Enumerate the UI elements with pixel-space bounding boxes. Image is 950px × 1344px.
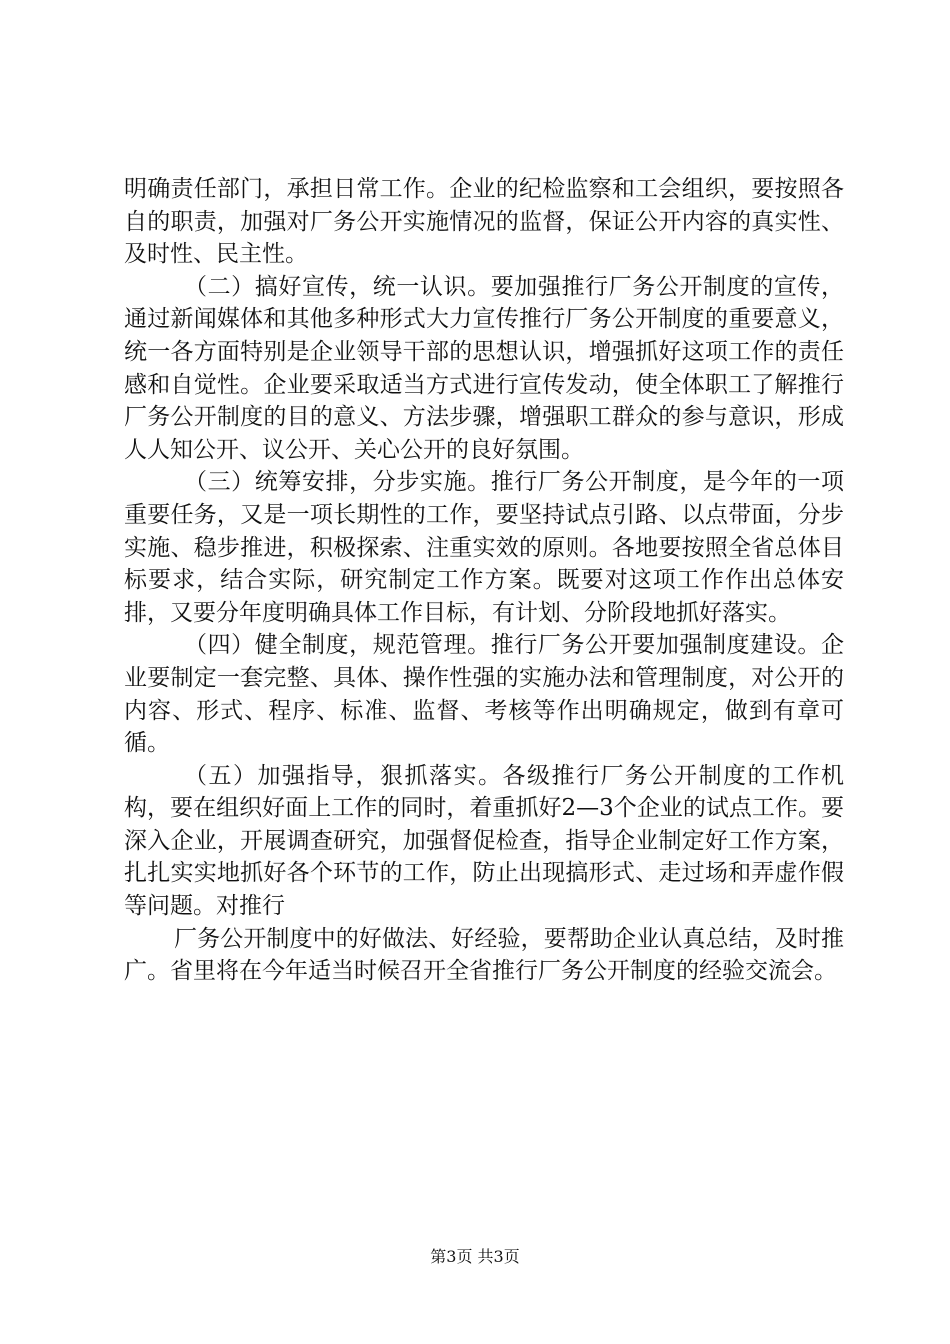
paragraph-section-3-planning: （三）统筹安排，分步实施。推行厂务公开制度，是今年的一项重要任务，又是一项长期性的工作，要坚持试点引路、以点带面，分步实施、稳步推进，积极探索、注重实效的原则。各地要按照全省总体目标要求，结合实际，研究制定工作方案。既要对这项工作作出总体安排，又要分年度明确具体工作目标，有计划、分阶段地抓好落实。 xyxy=(124,469,844,626)
document-body xyxy=(124,173,844,988)
paragraph-responsibility: 明确责任部门，承担日常工作。企业的纪检监察和工会组织，要按照各自的职责，加强对厂务公开实施情况的监督，保证公开内容的真实性、及时性、民主性。 xyxy=(124,176,844,268)
page-number-footer: 第3页 共3页 xyxy=(430,1247,520,1266)
paragraph-section-4-system: （四）健全制度，规范管理。推行厂务公开要加强制度建设。企业要制定一套完整、具体、操作性强的实施办法和管理制度，对公开的内容、形式、程序、标准、监督、考核等作出明确规定，做到有章可循。 xyxy=(124,632,844,757)
paragraph-summary: 厂务公开制度中的好做法、好经验，要帮助企业认真总结，及时推广。省里将在今年适当时候召开全省推行厂务公开制度的经验交流会。 xyxy=(124,925,844,985)
paragraph-section-2-publicity: （二）搞好宣传，统一认识。要加强推行厂务公开制度的宣传，通过新闻媒体和其他多种形式大力宣传推行厂务公开制度的重要意义，统一各方面特别是企业领导干部的思想认识，增强抓好这项工作的责任感和自觉性。企业要采取适当方式进行宣传发动，使全体职工了解推行厂务公开制度的目的意义、方法步骤，增强职工群众的参与意识，形成人人知公开、议公开、关心公开的良好氛围。 xyxy=(124,273,844,463)
paragraph-section-5-guidance: （五）加强指导，狠抓落实。各级推行厂务公开制度的工作机构，要在组织好面上工作的同时，着重抓好2—3个企业的试点工作。要深入企业，开展调查研究，加强督促检查，指导企业制定好工作方案，扎扎实实地抓好各个环节的工作，防止出现搞形式、走过场和弄虚作假等问题。对推行 xyxy=(124,762,844,920)
